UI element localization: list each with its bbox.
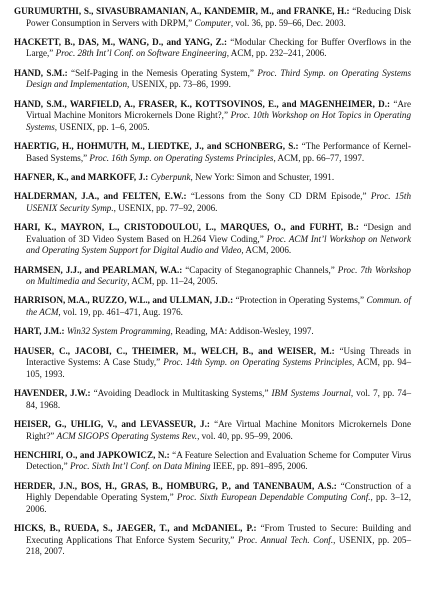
reference-authors: HARI, K., MAYRON, L., CRISTODOULOU, L., MARQUES, O., and FURHT, B.: bbox=[14, 222, 359, 233]
reference-title: “Modular Checking for Buffer Overflows in the Large,” bbox=[26, 36, 411, 59]
reference-title: “Reducing Disk Power Consumption in Servers with DRPM,” bbox=[26, 6, 411, 28]
reference-entry bbox=[14, 481, 411, 516]
reference-venue: Proc. Annual Tech. Conf. bbox=[237, 534, 334, 545]
reference-authors: HAND, S.M., WARFIELD, A., FRASER, K., KOTTSOVINOS, E., and MAGENHEIMER, D.: bbox=[14, 98, 391, 109]
reference-details: , ACM, pp. 11–24, 2005. bbox=[127, 276, 218, 287]
reference-entry bbox=[14, 99, 411, 134]
reference-details: , New York: Simon and Schuster, 1991. bbox=[190, 171, 335, 182]
reference-title: “The Performance of Kernel-Based Systems,” bbox=[26, 141, 411, 163]
reference-title: “Using Threads in Interactive Systems: A Case Study,” bbox=[26, 345, 411, 368]
reference-authors: HERDER, J.N., BOS, H., GRAS, B., HOMBURG, P., and TANENBAUM, A.S.: bbox=[14, 480, 337, 491]
reference-title: “Lessons from the Sony CD DRM Episode,” bbox=[186, 191, 371, 202]
reference-entry bbox=[14, 141, 411, 164]
reference-authors: HEISER, G., UHLIG, V., and LEVASSEUR, J.: bbox=[14, 418, 210, 429]
reference-venue: Proc. Sixth European Dependable Computing Conf. bbox=[176, 492, 371, 503]
reference-authors: HART, J.M.: bbox=[14, 326, 65, 337]
reference-authors: HAUSER, C., JACOBI, C., THEIMER, M., WELCH, B., and WEISER, M.: bbox=[14, 345, 335, 356]
reference-entry bbox=[14, 295, 411, 318]
reference-venue: Proc. ACM Int’l Workshop on Network and Operating System Support for Digital Audio and Video bbox=[26, 233, 411, 256]
reference-venue: Proc. Third Symp. on Operating Systems Design and Implementation bbox=[26, 67, 411, 90]
reference-entry bbox=[14, 419, 411, 442]
reference-authors: HAVENDER, J.W.: bbox=[14, 388, 91, 399]
reference-details: , vol. 40, pp. 95–99, 2006. bbox=[197, 430, 293, 441]
reference-venue: Proc. 16th Symp. on Operating Systems Principles bbox=[89, 152, 274, 163]
reference-details: , ACM, pp. 94–105, 1993. bbox=[26, 357, 411, 379]
reference-title: “Self-Paging in the Nemesis Operating System,” bbox=[67, 67, 258, 78]
reference-details: , ACM, pp. 66–77, 1997. bbox=[273, 152, 365, 163]
reference-details: IEEE, pp. 891–895, 2006. bbox=[210, 461, 308, 472]
reference-venue: Computer bbox=[194, 17, 231, 28]
reference-details: , USENIX, pp. 73–86, 1999. bbox=[127, 79, 231, 90]
reference-title: “Are Virtual Machine Monitors Microkernels Done Right?” bbox=[26, 418, 412, 441]
reference-entry bbox=[14, 523, 411, 558]
reference-title: “Avoiding Deadlock in Multitasking Systems,” bbox=[90, 388, 272, 399]
reference-entry bbox=[14, 346, 411, 381]
reference-title: “Design and Evaluation of 3D Video System Based on H.264 View Coding,” bbox=[26, 222, 412, 244]
reference-list bbox=[14, 6, 411, 558]
reference-venue: Proc. 10th Workshop on Hot Topics in Operating Systems bbox=[26, 110, 412, 132]
reference-authors: HARMSEN, J.J., and PEARLMAN, W.A.: bbox=[14, 264, 183, 275]
reference-authors: HENCHIRI, O., and JAPKOWICZ, N.: bbox=[14, 449, 170, 460]
reference-entry bbox=[14, 68, 411, 91]
reference-entry bbox=[14, 172, 411, 184]
reference-entry bbox=[14, 388, 411, 411]
reference-details: , pp. 3–12, 2006. bbox=[26, 492, 411, 514]
reference-title: “A Feature Selection and Evaluation Scheme for Computer Virus Detection,” bbox=[26, 449, 411, 472]
reference-venue: Proc. Sixth Int’l Conf. on Data Mining bbox=[69, 461, 211, 472]
reference-venue: Proc. 7th Workshop on Multimedia and Security bbox=[26, 264, 411, 287]
reference-title: “Construction of a Highly Dependable Operating System,” bbox=[26, 480, 411, 503]
reference-details: , vol. 7, pp. 74–84, 1968. bbox=[26, 388, 411, 410]
reference-entry bbox=[14, 191, 411, 214]
reference-details: , USENIX, pp. 77–92, 2006. bbox=[113, 202, 218, 213]
reference-venue: ACM SIGOPS Operating Systems Rev. bbox=[56, 430, 198, 441]
reference-venue: Proc. 15th USENIX Security Symp. bbox=[26, 191, 411, 213]
reference-title: “Protection in Operating Systems,” bbox=[233, 295, 367, 306]
reference-entry bbox=[14, 6, 411, 29]
reference-details: , USENIX, pp. 205–218, 2007. bbox=[26, 534, 411, 557]
reference-entry bbox=[14, 450, 411, 473]
reference-venue: Commun. of the ACM bbox=[26, 295, 411, 318]
reference-details: , Reading, MA: Addison-Wesley, 1997. bbox=[170, 326, 314, 337]
reference-venue: Win32 System Programming bbox=[66, 326, 171, 337]
reference-entry bbox=[14, 222, 411, 257]
reference-title: “From Trusted to Secure: Building and Executing Applications That Enforce System Security,” bbox=[26, 523, 411, 545]
reference-details: , ACM, 2006. bbox=[241, 245, 292, 256]
reference-authors: HAFNER, K., and MARKOFF, J.: bbox=[14, 171, 149, 182]
reference-entry bbox=[14, 265, 411, 288]
reference-details: , vol. 19, pp. 461–471, Aug. 1976. bbox=[58, 307, 183, 318]
reference-authors: HAERTIG, H., HOHMUTH, M., LIEDTKE, J., and SCHONBERG, S.: bbox=[14, 141, 299, 152]
reference-title: “Capacity of Steganographic Channels,” bbox=[182, 264, 338, 275]
reference-details: , USENIX, pp. 1–6, 2005. bbox=[54, 121, 150, 132]
reference-details: , vol. 36, pp. 59–66, Dec. 2003. bbox=[230, 17, 346, 28]
reference-venue: IBM Systems Journal bbox=[271, 388, 351, 399]
reference-authors: HALDERMAN, J.A., and FELTEN, E.W.: bbox=[14, 191, 187, 202]
reference-title: “Are Virtual Machine Monitors Microkernels Done Right?,” bbox=[26, 98, 411, 121]
reference-authors: HICKS, B., RUEDA, S., JAEGER, T., and McDANIEL, P.: bbox=[14, 523, 257, 534]
reference-authors: HACKETT, B., DAS, M., WANG, D., and YANG, Z.: bbox=[14, 36, 228, 47]
reference-authors: HARRISON, M.A., RUZZO, W.L., and ULLMAN, J.D.: bbox=[14, 295, 234, 306]
reference-venue: Cyberpunk bbox=[150, 171, 191, 182]
reference-authors: HAND, S.M.: bbox=[14, 67, 68, 78]
reference-authors: GURUMURTHI, S., SIVASUBRAMANIAN, A., KANDEMIR, M., and FRANKE, H.: bbox=[14, 6, 350, 16]
reference-entry bbox=[14, 37, 411, 60]
reference-venue: Proc. 28th Int’l Conf. on Software Engineering bbox=[55, 48, 227, 59]
reference-venue: Proc. 14th Symp. on Operating Systems Principles bbox=[163, 357, 353, 368]
reference-entry bbox=[14, 326, 411, 338]
reference-details: , ACM, pp. 232–241, 2006. bbox=[226, 48, 327, 59]
